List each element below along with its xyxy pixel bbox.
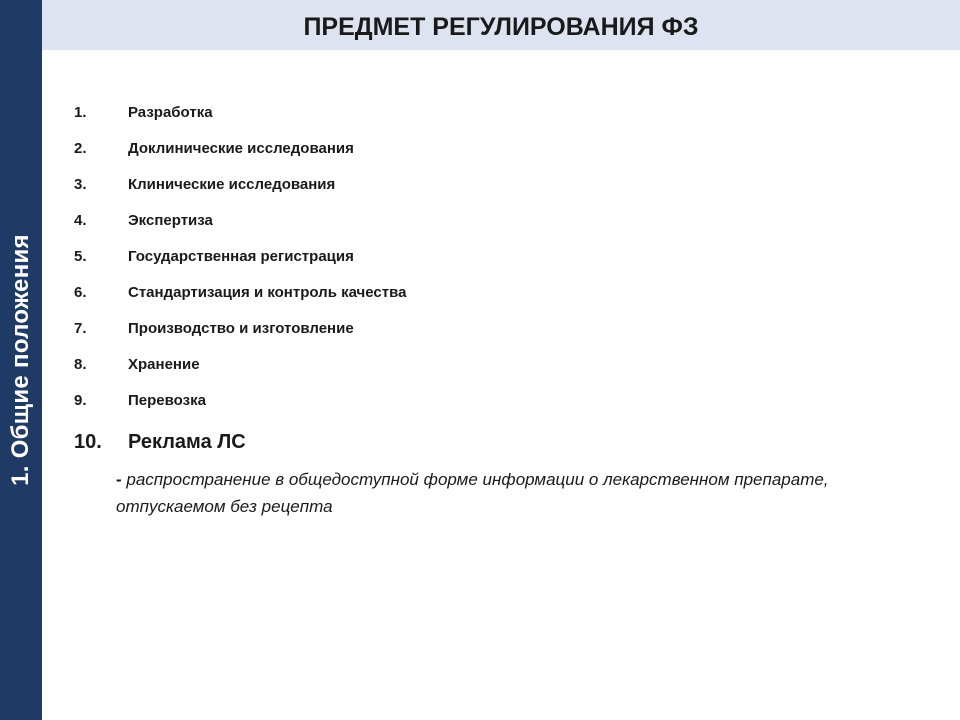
sidebar (0, 0, 42, 720)
item-number: 6. (74, 283, 87, 301)
list-item-6 (74, 274, 406, 310)
list-item-1 (74, 94, 406, 130)
item-number: 9. (74, 391, 87, 409)
item-text: Клинические исследования (128, 175, 336, 193)
list-item-3 (74, 166, 406, 202)
list-item-4 (74, 202, 406, 238)
list-item-9 (74, 382, 406, 418)
item-text: Экспертиза (128, 211, 213, 229)
item-number: 10. (74, 430, 102, 453)
note-dash: - (116, 470, 122, 489)
item-number: 8. (74, 355, 87, 373)
item-text: Реклама ЛС (128, 430, 246, 453)
list-item-7 (74, 310, 406, 346)
item-number: 4. (74, 211, 87, 229)
item-text: Перевозка (128, 391, 206, 409)
item-number: 2. (74, 139, 87, 157)
item-text: Производство и изготовление (128, 319, 354, 337)
item-text: Хранение (128, 355, 200, 373)
list-item-5 (74, 238, 406, 274)
item-text: Разработка (128, 103, 213, 121)
page-title: ПРЕДМЕТ РЕГУЛИРОВАНИЯ ФЗ (303, 13, 699, 41)
topics-list (74, 94, 406, 464)
item-text: Стандартизация и контроль качества (128, 283, 407, 301)
item-number: 1. (74, 103, 87, 121)
item-text: Государственная регистрация (128, 247, 354, 265)
item-number: 7. (74, 319, 87, 337)
list-item-10 (74, 420, 406, 464)
item-text: Доклинические исследования (128, 139, 354, 157)
definition-note (116, 466, 836, 520)
item-number: 5. (74, 247, 87, 265)
list-item-2 (74, 130, 406, 166)
item-number: 3. (74, 175, 87, 193)
section-label: 1. Общие положения (7, 234, 34, 486)
note-text: распространение в общедоступной форме информации о лекарственном препарате, отпускаемом без рецепта (116, 470, 829, 516)
list-item-8 (74, 346, 406, 382)
